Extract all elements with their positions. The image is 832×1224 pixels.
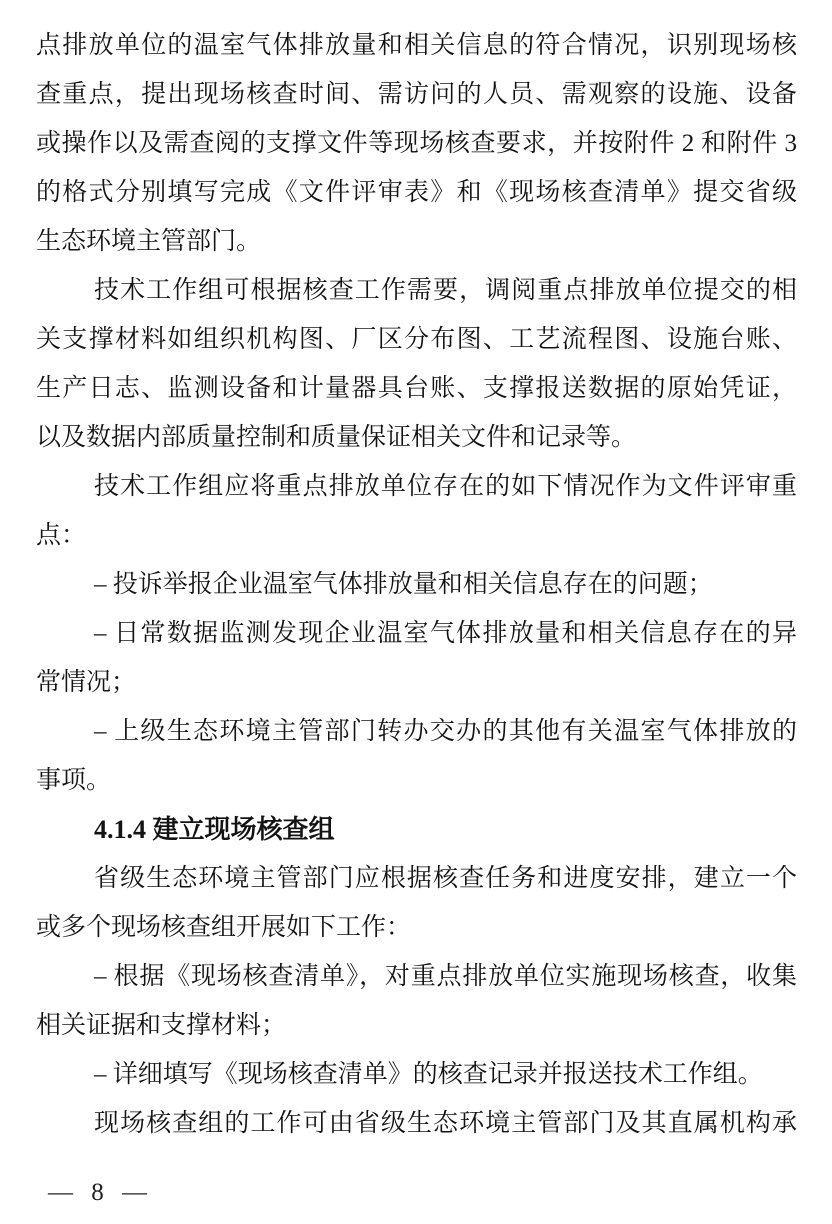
text-line: 的格式分别填写完成《文件评审表》和《现场核查清单》提交省级	[36, 179, 797, 206]
text-line: – 日常数据监测发现企业温室气体排放量和相关信息存在的异	[94, 620, 797, 647]
text-line: 生态环境主管部门。	[36, 228, 262, 255]
text-line: 现场核查组的工作可由省级生态环境主管部门及其直属机构承	[94, 1110, 797, 1137]
page-number: — 8 —	[48, 1179, 148, 1206]
text-line: 点：	[36, 522, 87, 549]
text-line: 点排放单位的温室气体排放量和相关信息的符合情况，识别现场核	[36, 32, 797, 59]
text-line: – 详细填写《现场核查清单》的核查记录并报送技术工作组。	[94, 1061, 763, 1088]
page-footer	[48, 1178, 148, 1208]
text-line: 以及数据内部质量控制和质量保证相关文件和记录等。	[36, 424, 637, 451]
text-line: 技术工作组可根据核查工作需要，调阅重点排放单位提交的相	[94, 277, 797, 304]
text-line: 相关证据和支撑材料；	[36, 1012, 287, 1039]
text-line: 或操作以及需查阅的支撑文件等现场核查要求，并按附件 2 和附件 3	[36, 130, 797, 157]
document-body	[36, 21, 797, 1148]
text-line: – 投诉举报企业温室气体排放量和相关信息存在的问题；	[94, 571, 713, 598]
text-line: 技术工作组应将重点排放单位存在的如下情况作为文件评审重	[94, 473, 797, 500]
section-heading: 4.1.4 建立现场核查组	[94, 815, 335, 844]
text-line: 关支撑材料如组织机构图、厂区分布图、工艺流程图、设施台账、	[36, 326, 797, 353]
text-line: 省级生态环境主管部门应根据核查任务和进度安排，建立一个	[94, 865, 797, 892]
text-line: 常情况；	[36, 669, 137, 696]
text-line: – 根据《现场核查清单》，对重点排放单位实施现场核查，收集	[94, 963, 797, 990]
text-line: – 上级生态环境主管部门转办交办的其他有关温室气体排放的	[94, 718, 797, 745]
text-line: 查重点，提出现场核查时间、需访问的人员、需观察的设施、设备	[36, 81, 797, 108]
text-line: 或多个现场核查组开展如下工作：	[36, 914, 412, 941]
text-line: 生产日志、监测设备和计量器具台账、支撑报送数据的原始凭证，	[36, 375, 797, 402]
text-line: 事项。	[36, 767, 112, 794]
